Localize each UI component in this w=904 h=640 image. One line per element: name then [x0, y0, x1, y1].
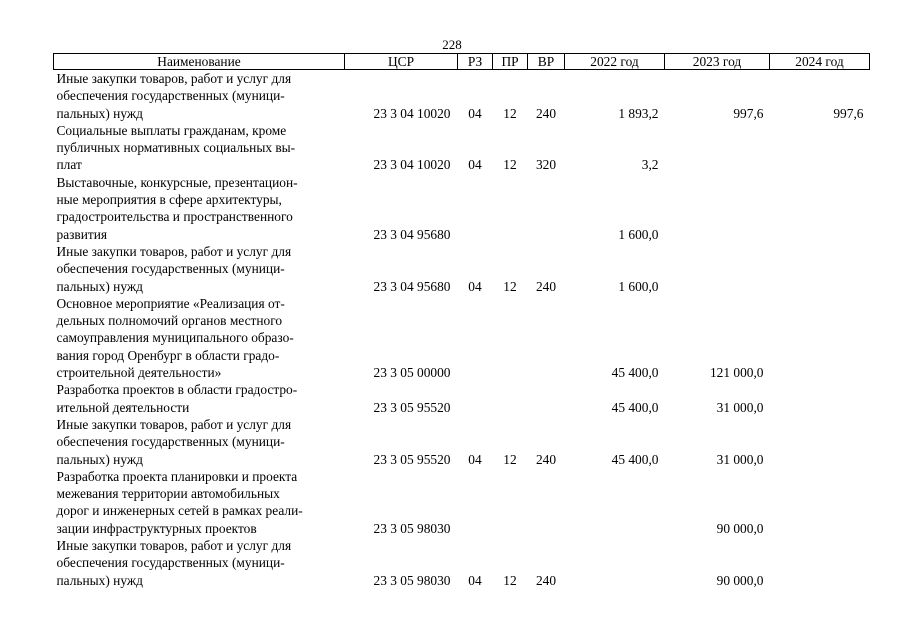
cell-2024: [770, 537, 870, 589]
header-year-2022: 2022 год: [565, 54, 665, 70]
cell-rz: [458, 468, 493, 537]
cell-vr: [528, 468, 565, 537]
name-line: Иные закупки товаров, работ и услуг для: [56, 416, 292, 432]
name-line: Разработка проекта планировки и проекта: [56, 468, 298, 484]
table-row: [54, 70, 870, 122]
header-row: [54, 54, 870, 70]
header-year-2024: 2024 год: [770, 54, 870, 70]
name-line: Выставочные, конкурсные, презентацион-: [56, 174, 298, 190]
name-line: Разработка проектов в области градостро-: [56, 382, 298, 398]
cell-pr: [493, 468, 528, 537]
cell-2022: 1 600,0: [618, 278, 659, 294]
name-line: Иные закупки товаров, работ и услуг для: [56, 71, 292, 86]
cell-2022: 1 893,2: [618, 105, 659, 121]
cell-pr: [493, 174, 528, 243]
cell-vr: 240: [535, 105, 557, 121]
cell-2022: [565, 537, 665, 589]
name-line: ные мероприятия в сфере архитектуры,: [56, 192, 282, 208]
name-line: строительной деятельности»: [56, 365, 222, 381]
cell-name: [54, 295, 345, 381]
cell-name: [54, 381, 345, 416]
cell-2023: 31 000,0: [716, 399, 764, 415]
table-row: [54, 295, 870, 381]
cell-2024: [770, 122, 870, 174]
cell-2023: [665, 243, 770, 295]
cell-name: [54, 70, 345, 122]
name-line: вания город Оренбург в области градо-: [56, 347, 280, 363]
name-line: обеспечения государственных (муници-: [56, 261, 285, 277]
cell-csr: 23 3 05 00000: [373, 365, 451, 381]
cell-vr: 240: [535, 278, 557, 294]
cell-vr: 240: [535, 572, 557, 588]
cell-2022: [565, 468, 665, 537]
table-row: [54, 381, 870, 416]
cell-rz: 04: [468, 105, 482, 121]
name-line: зации инфраструктурных проектов: [56, 520, 257, 536]
cell-2022: 3,2: [641, 157, 659, 173]
cell-rz: [458, 174, 493, 243]
cell-2022: 45 400,0: [611, 399, 659, 415]
budget-table: [53, 53, 870, 589]
table-row: [54, 468, 870, 537]
name-line: Иные закупки товаров, работ и услуг для: [56, 538, 292, 554]
name-line: пальных) нужд: [56, 105, 143, 121]
name-line: плат: [56, 157, 82, 173]
cell-vr: 320: [535, 157, 557, 173]
name-line: Основное мероприятие «Реализация от-: [56, 295, 285, 311]
cell-pr: 12: [503, 451, 517, 467]
cell-2023: [665, 174, 770, 243]
name-line: самоуправления муниципального образо-: [56, 330, 294, 346]
name-line: пальных) нужд: [56, 278, 143, 294]
cell-csr: 23 3 05 98030: [373, 520, 451, 536]
cell-2023: [665, 122, 770, 174]
table-row: [54, 243, 870, 295]
name-line: Иные закупки товаров, работ и услуг для: [56, 243, 292, 259]
cell-name: [54, 537, 345, 589]
cell-rz: 04: [468, 278, 482, 294]
cell-2024: [770, 174, 870, 243]
cell-vr: 240: [535, 451, 557, 467]
table-header: [54, 54, 870, 70]
cell-csr: 23 3 04 10020: [373, 105, 451, 121]
table-row: [54, 416, 870, 468]
cell-csr: 23 3 05 98030: [373, 572, 451, 588]
cell-2023: 90 000,0: [716, 520, 764, 536]
name-line: развития: [56, 226, 108, 242]
name-line: градостроительства и пространственного: [56, 209, 293, 225]
name-line: дорог и инженерных сетей в рамках реали-: [56, 503, 303, 519]
cell-pr: 12: [503, 278, 517, 294]
cell-2022: 45 400,0: [611, 451, 659, 467]
cell-2024: [770, 381, 870, 416]
page-number: 228: [442, 37, 462, 52]
header-csr: ЦСР: [345, 54, 458, 70]
cell-rz: [458, 295, 493, 381]
cell-2024: 997,6: [833, 105, 864, 121]
cell-name: [54, 122, 345, 174]
cell-name: [54, 243, 345, 295]
name-line: Социальные выплаты гражданам, кроме: [56, 122, 287, 138]
name-line: обеспечения государственных (муници-: [56, 555, 285, 571]
name-line: публичных нормативных социальных вы-: [56, 140, 296, 156]
header-year-2023: 2023 год: [665, 54, 770, 70]
name-line: обеспечения государственных (муници-: [56, 434, 285, 450]
cell-csr: 23 3 04 95680: [373, 226, 451, 242]
cell-2023: 90 000,0: [716, 572, 764, 588]
cell-vr: [528, 174, 565, 243]
cell-csr: 23 3 05 95520: [373, 451, 451, 467]
name-line: ительной деятельности: [56, 399, 190, 415]
cell-2024: [770, 295, 870, 381]
cell-pr: 12: [503, 572, 517, 588]
cell-2023: 997,6: [733, 105, 764, 121]
cell-2024: [770, 416, 870, 468]
cell-2022: 45 400,0: [611, 365, 659, 381]
cell-csr: 23 3 04 95680: [373, 278, 451, 294]
header-pr: ПР: [493, 54, 528, 70]
cell-2024: [770, 243, 870, 295]
cell-csr: 23 3 05 95520: [373, 399, 451, 415]
cell-rz: 04: [468, 157, 482, 173]
cell-2023: 121 000,0: [709, 365, 764, 381]
name-line: межевания территории автомобильных: [56, 486, 280, 502]
cell-2022: 1 600,0: [618, 226, 659, 242]
cell-rz: [458, 381, 493, 416]
table-row: [54, 537, 870, 589]
table-row: [54, 122, 870, 174]
cell-2023: 31 000,0: [716, 451, 764, 467]
header-vr: ВР: [528, 54, 565, 70]
cell-rz: 04: [468, 572, 482, 588]
cell-pr: [493, 381, 528, 416]
header-name: Наименование: [54, 54, 345, 70]
cell-name: [54, 174, 345, 243]
table-row: [54, 174, 870, 243]
table-body: [54, 70, 870, 589]
cell-vr: [528, 381, 565, 416]
cell-csr: 23 3 04 10020: [373, 157, 451, 173]
cell-pr: 12: [503, 157, 517, 173]
cell-name: [54, 416, 345, 468]
cell-2024: [770, 468, 870, 537]
cell-name: [54, 468, 345, 537]
name-line: пальных) нужд: [56, 572, 143, 588]
cell-rz: 04: [468, 451, 482, 467]
name-line: обеспечения государственных (муници-: [56, 88, 285, 104]
header-rz: РЗ: [458, 54, 493, 70]
cell-vr: [528, 295, 565, 381]
cell-pr: 12: [503, 105, 517, 121]
name-line: пальных) нужд: [56, 451, 143, 467]
cell-pr: [493, 295, 528, 381]
name-line: дельных полномочий органов местного: [56, 313, 283, 329]
